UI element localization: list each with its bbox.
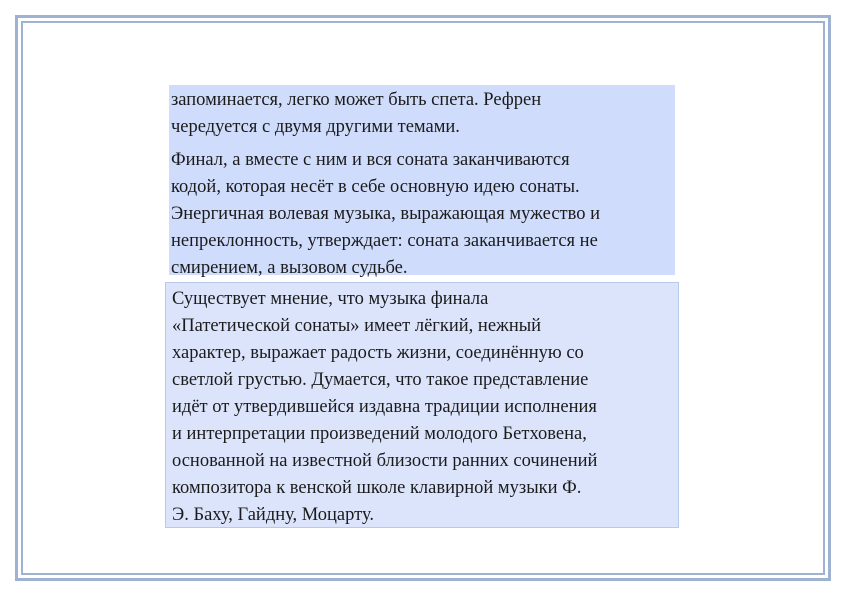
text-line: Э. Баху, Гайдну, Моцарту.	[172, 505, 375, 525]
text-line: «Патетической сонаты» имеет лёгкий, нежный	[172, 316, 542, 336]
text-line: смирением, а вызовом судьбе.	[171, 258, 408, 278]
text-block-sonata-finale	[169, 85, 675, 278]
text-line: непреклонность, утверждает: соната заканчивается не	[171, 231, 598, 251]
paragraph-coda	[171, 147, 673, 282]
text-line: светлой грустью. Думается, что такое представление	[172, 370, 589, 390]
paragraph-opinion	[172, 286, 672, 529]
text-line: идёт от утвердившейся издавна традиции исполнения	[172, 397, 597, 417]
paragraph-refrain	[171, 87, 673, 141]
text-block-opinion	[165, 282, 679, 528]
text-line: кодой, которая несёт в себе основную идею сонаты.	[171, 177, 580, 197]
text-line: запоминается, легко может быть спета. Рефрен	[171, 90, 542, 110]
text-line: основанной на известной близости ранних сочинений	[172, 451, 598, 471]
text-line: чередуется с двумя другими темами.	[171, 117, 460, 137]
text-line: Существует мнение, что музыка финала	[172, 289, 489, 309]
text-line: композитора к венской школе клавирной музыки Ф.	[172, 478, 582, 498]
text-line: и интерпретации произведений молодого Бетховена,	[172, 424, 587, 444]
text-line: характер, выражает радость жизни, соединённую со	[172, 343, 584, 363]
text-line: Энергичная волевая музыка, выражающая мужество и	[171, 204, 601, 224]
text-line: Финал, а вместе с ним и вся соната заканчиваются	[171, 150, 570, 170]
